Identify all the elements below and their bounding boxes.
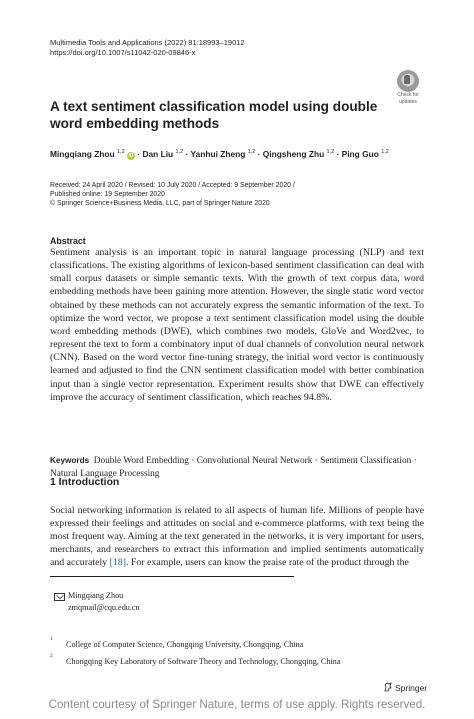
affiliation-number: 2 [50,653,53,659]
keywords-label: Keywords [50,456,90,465]
author-name[interactable]: Qingsheng Zhu [262,149,325,159]
author-affil: 1,2 [175,149,184,155]
author-name[interactable]: Ping Guo [341,149,379,159]
intro-text-part: Social networking information is related to all aspects of human life. Millions of people have expressed their feelings and attitudes on social and e-commerce platforms, with text being the most frequent way. Aiming at the text generated in the networks, it is very important for users, merchants, and researchers to extract this information and implied sentiments automatically and accurately [50,505,424,569]
affiliation-text: College of Computer Science, Chongqing University, Chongqing, China [66,640,304,649]
author-affil: 1,2 [117,149,125,155]
footnote-divider [50,576,294,577]
corresponding-name: Mingqiang Zhou [68,591,124,600]
dates-line-1: Received: 24 April 2020 / Revised: 10 July 2020 / Accepted: 9 September 2020 / [50,182,295,189]
springer-horse-icon [383,682,393,692]
footer-notice: Content courtesy of Springer Nature, terms of use apply. Rights reserved. [48,698,426,711]
badge-line-2: updates [399,98,417,105]
keywords: Keywords Double Word Embedding · Convolutional Neural Network · Sentiment Classification · Natural Language Processing [50,456,417,479]
dates-line-2: Published online: 19 September 2020 [50,191,165,198]
check-for-updates-badge[interactable] [393,70,423,104]
author-list: Mingqiang Zhou $^{1,2}$ iD · Dan Liu $^{1,2}$ · Yanhui Zheng $^{1,2}$ · Qingsheng Zhu $^{1,2}$ · Ping Guo $^{1,2}$ [50,149,389,159]
affiliation-text: Chongqing Key Laboratory of Software Theory and Technology, Chongqing, China [66,657,341,666]
journal-citation: Multimedia Tools and Applications (2022) 81:18993–19012 [50,38,245,47]
envelope-icon [54,593,65,601]
orcid-icon[interactable]: iD [128,153,134,159]
abstract-text: Sentiment analysis is an important topic in natural language processing (NLP) and text classifications. The existing algorithms of lexicon-based sentiment classification can deal with small corpus datasets or simple semantic texts. With the growth of text corpus data, word embedding methods have been gaining more attention. However, the single static word vector obtained by these methods can not accurately express the semantic information of the text. To optimize the word vector, we propose a text sentiment classification model using the double word embedding methods (DWE), which combines two models, GloVe and Word2vec, to represent the text to form a combinatory input of dual channels of convolution neural network (CNN). Based on the word vector fine-tuning strategy, the initial word vector is continuously learned and adjusted to find the CNN sentiment classification model with better combination input than a single vector representation. Experiment results show that DWE can effectively improve the accuracy of sentiment classification, which reaches 94.8%. [50,247,424,403]
doi-link[interactable]: https://doi.org/10.1007/s11042-020-09846-x [50,48,196,57]
title-line-1: A text sentiment classification model using double [50,99,378,114]
title-line-2: word embedding methods [50,115,220,131]
publication-dates [50,181,295,208]
author-name[interactable]: Dan Liu [142,149,174,159]
section-heading-introduction: 1 Introduction [50,477,120,488]
bookmark-icon [397,70,419,92]
corresponding-author [68,590,140,613]
citation-link[interactable]: [18] [109,557,126,569]
affiliation-number: 1 [50,636,53,642]
keyword: Natural Language Processing [50,468,160,479]
author-name[interactable]: Yanhui Zheng [190,149,246,159]
keyword: Double Word Embedding [93,456,189,466]
publisher-logo [383,682,427,693]
keyword: Sentiment Classification [320,456,412,466]
introduction-text [50,504,424,569]
badge-line-1: Check for [397,92,419,98]
author-affil: 1,2 [326,149,335,155]
author-affil: 1,2 [381,149,389,155]
author-name[interactable]: Mingqiang Zhou [50,149,115,159]
intro-text-part: . For example, users can know the praise rate of the product through the [125,557,409,569]
abstract-heading: Abstract [50,236,86,246]
paper-title [50,99,380,132]
author-affil: 1,2 [247,149,256,155]
keyword: Convolutional Neural Network [196,456,313,466]
copyright-line: © Springer Science+Business Media, LLC, part of Springer Nature 2020 [50,200,270,207]
journal-header [50,38,245,58]
corresponding-email[interactable]: zmqmail@cqu.edu.cn [68,602,140,612]
publisher-name: Springer [395,683,428,693]
